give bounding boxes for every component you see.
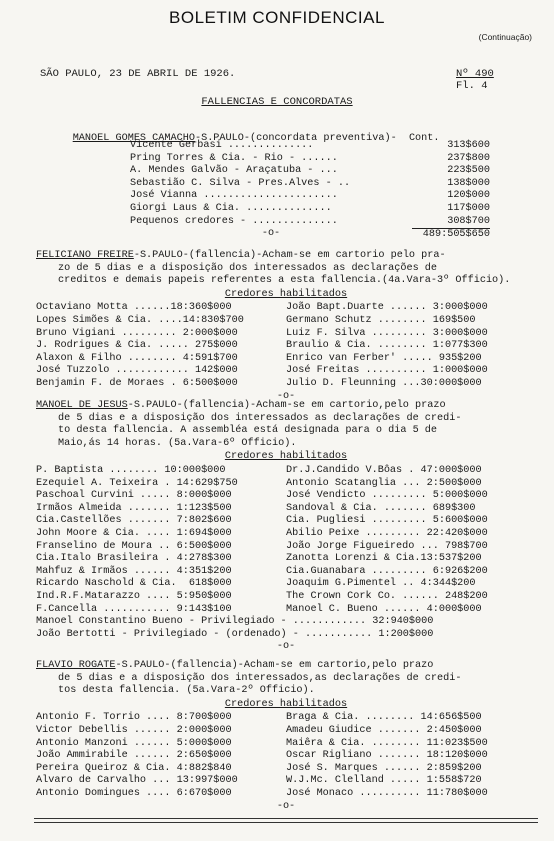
manoel-gomes-creditor-list [130,140,490,241]
list-item: Giorgi Laus & Cia. .............. 117$000 [130,202,490,214]
entry-name: FELICIANO FREIRE [36,250,134,261]
table-row: Ricardo Naschold & Cia. 618$000 Joaquim G.Pimentel .. 4:344$200 [36,578,476,590]
list-item: Pequenos credores - .............. 308$700 [130,215,490,227]
entry-name: MANOEL GOMES CAMACHO [72,132,195,144]
table-row: Alaxon & Filho ........ 4:591$700 Enrico van Ferber' ..... 935$200 [36,352,482,364]
entry-name: FLAVIO ROGATE [36,660,116,671]
table-row: Antonio Manzoni ...... 5:000$000 Maiêra & Cia. ........ 11:023$500 [36,737,488,749]
table-row: Antonio F. Torrio .... 8:700$000 Braga & Cia. ........ 14:656$500 [36,712,482,724]
table-row: Paschoal Curvini ..... 8:000$000 José Vendicto ......... 5:000$000 [36,490,488,502]
page-number: Fl. 4 [456,80,488,92]
table-row: Ind.R.F.Matarazzo .... 5:950$000 The Crown Cork Co. ...... 248$200 [36,590,488,602]
entry-text: tos desta fallencia. (5a.Vara-2º Officio). [58,685,315,697]
entry-text: to desta fallencia. A assembléa está designada para o dia 5 de [58,425,438,437]
creditors-header: Credores habilitados [224,698,348,710]
entry-feliciano-freire [36,250,536,403]
table-row: Mahfuz & Irmãos ...... 4:351$200 Cia.Guanabara ......... 6:926$200 [36,565,488,577]
list-item: José Vianna ...................... 120$000 [130,190,490,202]
privileged-creditor-line: Manoel Constantino Bueno - Privilegiado - ............ 32:940$000 [36,616,434,628]
table-row: Irmãos Almeida ....... 1:123$500 Sandoval & Cia. ....... 689$300 [36,502,476,514]
separator: -o- [276,641,296,653]
table-row: Pereira Queiroz & Cia. 4:882$840 José S. Marques ...... 2:859$200 [36,762,482,774]
table-row: F.Cancella ........... 9:143$100 Manoel C. Bueno ...... 4:000$000 [36,603,482,615]
table-row: Antonio Domingues .... 6:670$000 José Monaco .......... 11:780$000 [36,787,488,799]
table-row: Octaviano Motta ......18:360$000 João Bapt.Duarte ...... 3:000$000 [36,302,488,314]
issue-info [456,68,494,92]
separator: -o- [276,390,296,402]
entry-text: Maio,ás 14 horas. (5a.Vara-6º Officio). [58,437,297,449]
entry-flavio-rogate [36,660,536,813]
entry-text: -S.PAULO-(fallencia)-Acham-se em cartorio,pelo prazo [127,400,446,411]
separator: -o- [276,800,296,812]
table-row: Cia.Italo Brasileira . 4:278$300 Zanotta Lorenzi & Cia.13:537$200 [36,553,482,565]
entry-manoel-de-jesus [36,400,536,653]
creditors-header: Credores habilitados [224,288,348,300]
table-row: P. Baptista ........ 10:000$000 Dr.J.Candido V.Bôas . 47:000$000 [36,464,482,476]
entry-text: zo de 5 dias e a disposição dos interessados as declarações de [58,262,438,274]
divider [34,822,538,823]
section-title: FALLENCIAS E CONCORDATAS [201,96,353,108]
issue-number: Nº 490 [456,68,494,80]
table-row: Alvaro de Carvalho ... 13:997$000 W.J.Mc. Clelland ..... 1:558$720 [36,775,482,787]
entry-text: de 5 dias e a disposição dos interessados as declarações de credi- [58,412,462,424]
entry-text: de 5 dias e a disposição dos interessados,as declarações de credi- [58,672,462,684]
bulletin-title: BOLETIM CONFIDENCIAL [169,8,385,27]
creditors-header: Credores habilitados [224,451,348,463]
table-row: Victor Debellis ...... 2:000$000 Amadeu Giudice ....... 2:450$000 [36,724,482,736]
table-row: Lopes Simões & Cia. ....14:830$700 Germano Schutz ........ 169$500 [36,314,476,326]
list-item: Pring Torres & Cia. - Rio - ...... 237$800 [130,152,490,164]
table-row: Cia.Castellões ....... 7:802$600 Cia. Pugliesi ......... 5:600$000 [36,515,488,527]
dateline: SÃO PAULO, 23 DE ABRIL DE 1926. [40,68,236,80]
total-row: -o- 489:505$650 [261,228,490,241]
continuation-label: (Continuação) [478,32,532,42]
list-item: Sebastião C. Silva - Pres.Alves - .. 138$000 [130,177,490,189]
list-item: Vicente Gerbasi .............. 313$600 [130,140,490,151]
table-row: José Tuzzolo ............ 142$000 José Freitas .......... 1:000$000 [36,365,488,377]
table-row: Ezequiel A. Teixeira . 14:629$750 Antonio Scatanglia ... 2:500$000 [36,477,482,489]
entry-text: creditos e demais papeis referentes a esta fallencia.(4a.Vara-3º Officio). [58,275,511,287]
table-row: Franselino de Moura .. 6:500$000 João Jorge Figueiredo ... 798$700 [36,540,488,552]
table-row: J. Rodrigues & Cia. ..... 275$000 Braulio & Cia. ........ 1:077$300 [36,340,488,352]
table-row: João Ammirabile ...... 2:650$000 Oscar Rigliano ....... 18:120$000 [36,750,488,762]
total-value: 489:505$650 [412,228,490,241]
entry-text: -S.PAULO-(concordata preventiva)- Cont. [194,132,440,144]
divider [34,818,538,819]
entry-name: MANOEL DE JESUS [36,400,128,411]
entry-text: -S.PAULO-(fallencia)-Acham-se em cartorio,pelo prazo [115,660,434,671]
entry-text: -S.PAULO-(fallencia)-Acham-se em cartorio pelo pra- [133,250,446,261]
table-row: Bruno Vigiani ......... 2:000$000 Luiz F. Silva ......... 3:000$000 [36,327,488,339]
privileged-creditor-line: João Bertotti - Privilegiado - (ordenado) - ........... 1:200$000 [36,628,434,640]
entry-manoel-gomes-heading [36,120,536,144]
table-row: John Moore & Cia. .... 1:694$000 Abilio Peixe ......... 22:420$000 [36,527,488,539]
table-row: Benjamin F. de Moraes . 6:500$000 Julio D. Fleunning ...30:000$000 [36,377,482,389]
list-item: A. Mendes Galvão - Araçatuba - ... 223$500 [130,165,490,177]
